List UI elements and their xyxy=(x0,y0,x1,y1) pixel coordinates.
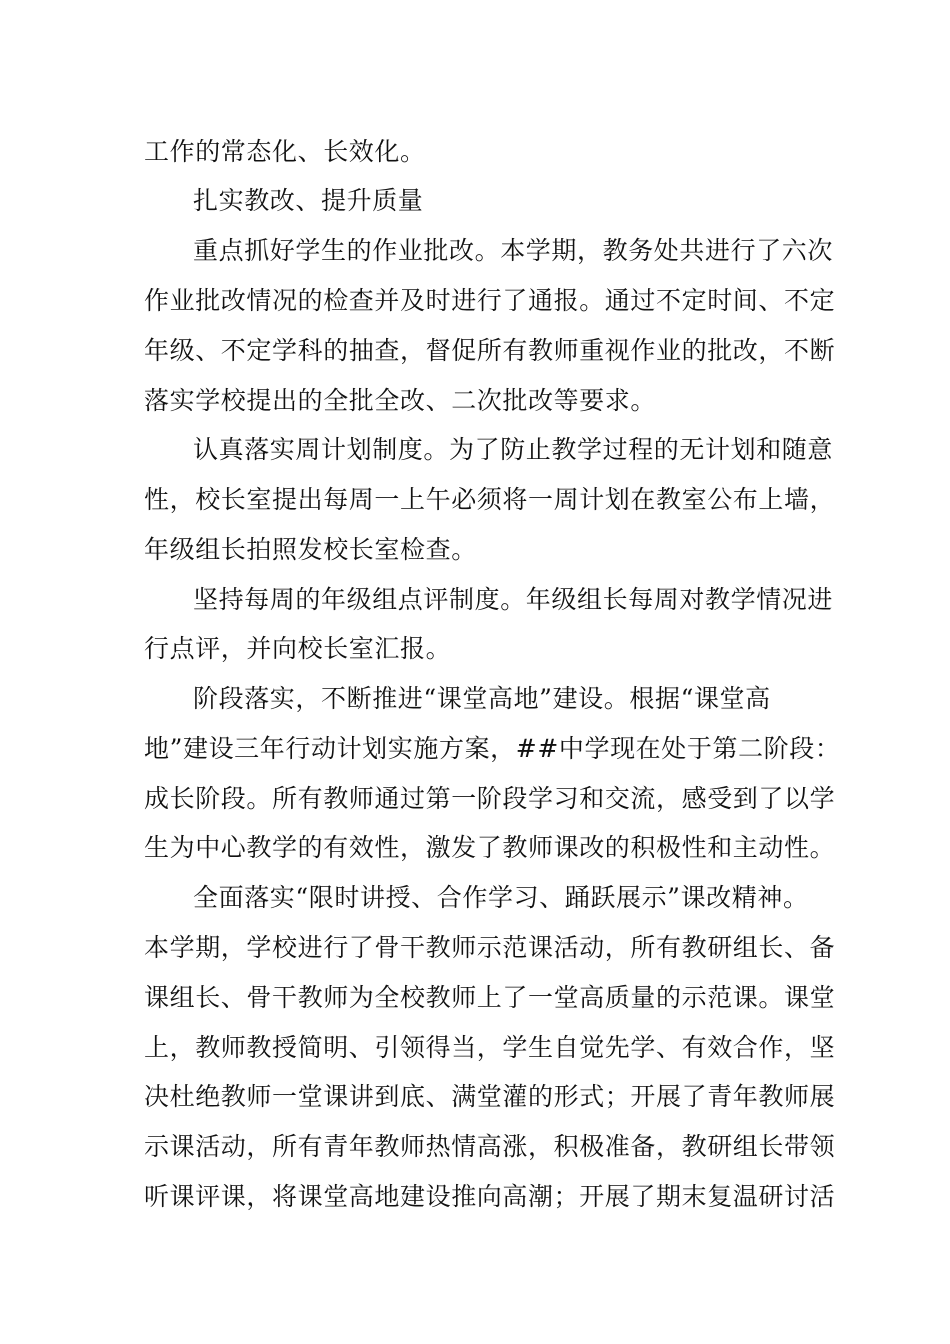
text-line: 阶段落实，不断推进“课堂高地”建设。根据“课堂高 xyxy=(193,684,771,713)
text-line: 听课评课，将课堂高地建设推向高潮；开展了期末复温研讨活 xyxy=(144,1182,836,1211)
text-line: 年级组长拍照发校长室检查。 xyxy=(144,535,477,564)
text-line: 上，教师教授简明、引领得当，学生自觉先学、有效合作，坚 xyxy=(144,1033,836,1062)
text-line: 决杜绝教师一堂课讲到底、满堂灌的形式；开展了青年教师展 xyxy=(144,1082,836,1111)
text-line: 年级、不定学科的抽查，督促所有教师重视作业的批改，不断 xyxy=(144,336,836,365)
text-line: 工作的常态化、长效化。 xyxy=(144,137,426,166)
text-line: 行点评，并向校长室汇报。 xyxy=(144,634,452,663)
text-line: 课组长、骨干教师为全校教师上了一堂高质量的示范课。课堂 xyxy=(144,983,836,1012)
section-heading: 扎实教改、提升质量 xyxy=(193,186,424,215)
text-line: 地”建设三年行动计划实施方案，##中学现在处于第二阶段： xyxy=(144,734,841,763)
text-line: 生为中心教学的有效性，激发了教师课改的积极性和主动性。 xyxy=(144,833,836,862)
text-line: 认真落实周计划制度。为了防止教学过程的无计划和随意 xyxy=(193,435,834,464)
text-line: 示课活动，所有青年教师热情高涨，积极准备，教研组长带领 xyxy=(144,1132,836,1161)
text-line: 全面落实“限时讲授、合作学习、踊跃展示”课改精神。 xyxy=(193,883,809,912)
text-line: 作业批改情况的检查并及时进行了通报。通过不定时间、不定 xyxy=(144,286,836,315)
text-line: 坚持每周的年级组点评制度。年级组长每周对教学情况进 xyxy=(193,585,834,614)
text-line: 重点抓好学生的作业批改。本学期，教务处共进行了六次 xyxy=(193,236,834,265)
text-line: 成长阶段。所有教师通过第一阶段学习和交流，感受到了以学 xyxy=(144,784,836,813)
text-line: 性，校长室提出每周一上午必须将一周计划在教室公布上墙， xyxy=(144,485,836,514)
text-line: 落实学校提出的全批全改、二次批改等要求。 xyxy=(144,386,657,415)
text-line: 本学期，学校进行了骨干教师示范课活动，所有教研组长、备 xyxy=(144,933,836,962)
